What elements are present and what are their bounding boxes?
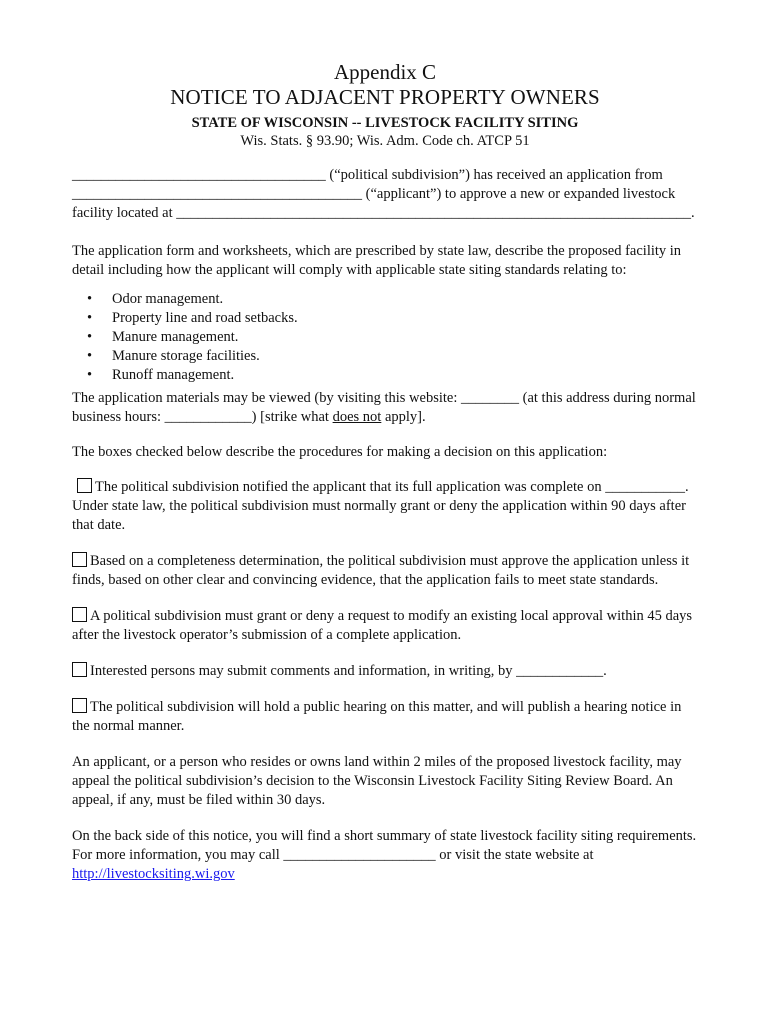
complete-date-blank[interactable]: ___________ [605,479,685,495]
list-item: • Odor management. [72,290,698,309]
materials-paragraph [72,389,698,427]
boxes-intro: The boxes checked below describe the procedures for making a decision on this application: [72,444,608,460]
state-website-link[interactable]: http://livestocksiting.wi.gov [72,866,235,882]
comments-date-blank[interactable]: ____________ [516,663,604,679]
standards-list [72,290,698,385]
website-blank[interactable]: ________ [461,390,519,406]
list-item: • Manure management. [72,328,698,347]
materials-text-1: The application materials may be viewed (by visiting this website: [72,390,461,406]
checkbox-complete[interactable] [77,478,92,493]
list-item: • Runoff management. [72,366,698,385]
phone-blank[interactable]: _____________________ [283,847,436,863]
political-subdivision-blank[interactable]: ___________________________________ [72,167,326,183]
checkbox-completeness[interactable] [72,552,87,567]
option-complete [72,478,698,535]
intro-paragraph [72,166,698,223]
option-modify-text: A political subdivision must grant or deny a request to modify an existing local approval within 45 days after the livestock operator’s submission of a complete application. [72,608,693,643]
intro-text-1: (“political subdivision”) has received an application from [325,167,663,183]
document-header [0,60,770,150]
footer-text-2: or visit the state website at [435,847,594,863]
option-hearing-text: The political subdivision will hold a public hearing on this matter, and will publish a hearing notice in the normal manner. [72,699,682,734]
option-modify [72,607,698,645]
option-complete-text-1: The political subdivision notified the applicant that its full application was complete on [95,479,606,495]
does-not-underlined: does not [332,409,382,425]
materials-text-4: apply]. [381,409,426,425]
option-completeness [72,552,698,590]
document-title: NOTICE TO ADJACENT PROPERTY OWNERS [170,85,600,109]
option-hearing [72,698,698,736]
intro-end: . [691,205,695,221]
appendix-label: Appendix C [333,60,437,84]
checkbox-hearing[interactable] [72,698,87,713]
option-comments-text: Interested persons may submit comments and information, in writing, by [90,663,517,679]
checkbox-comments[interactable] [72,662,87,677]
option-comments-end: . [603,663,607,679]
statutes-reference: Wis. Stats. § 93.90; Wis. Adm. Code ch. ATCP 51 [240,133,530,149]
document-body [72,166,698,884]
location-blank[interactable]: _______________________________________________________________________ [176,205,692,221]
footer-text-1: On the back side of this notice, you will find a short summary of state livestock facility siting requirements. For more information, you may call [72,828,697,863]
checkbox-modify[interactable] [72,607,87,622]
address-blank[interactable]: ____________ [164,409,252,425]
option-completeness-text: Based on a completeness determination, the political subdivision must approve the application unless it finds, based on other clear and convincing evidence, that the application fails to meet state standards. [72,553,690,588]
footer-paragraph [72,827,698,884]
applicant-blank[interactable]: ________________________________________ [72,186,362,202]
appeal-paragraph: An applicant, or a person who resides or owns land within 2 miles of the proposed livestock facility, may appeal the political subdivision’s decision to the Wisconsin Livestock Facility Siting Review Board. An appeal, if any, must be filed within 30 days. [72,754,682,808]
materials-text-3: ) [strike what [251,409,333,425]
list-item: • Manure storage facilities. [72,347,698,366]
option-comments [72,662,698,681]
option-complete-text-2: . Under state law, the political subdivision must normally grant or deny the application within 90 days after that date. [72,479,689,533]
materials-text-2: (at this address during normal business hours: [72,390,696,425]
state-heading: STATE OF WISCONSIN -- LIVESTOCK FACILITY SITING [191,115,579,131]
intro-text-2: (“applicant”) to approve a new or expanded livestock facility located at [72,186,676,221]
list-item: • Property line and road setbacks. [72,309,698,328]
description-paragraph: The application form and worksheets, which are prescribed by state law, describe the proposed facility in detail including how the applicant will comply with applicable state siting standards relating to: [72,243,682,278]
